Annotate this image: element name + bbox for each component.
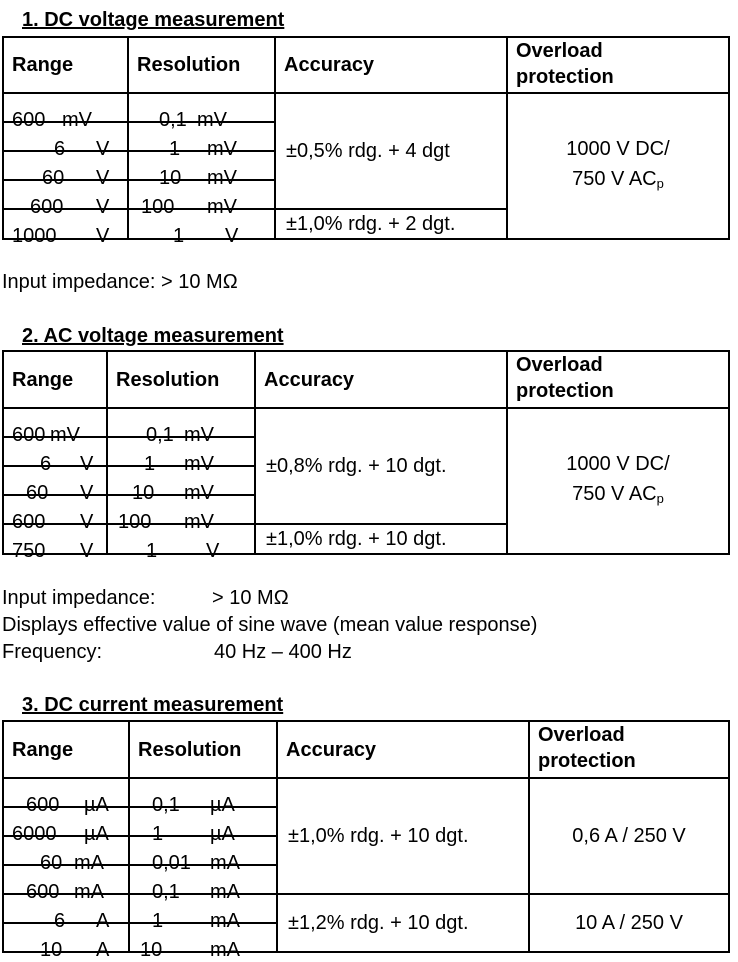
accuracy-cell: ±1,0% rdg. + 10 dgt. (277, 778, 529, 894)
resolution-value: 0,1 (152, 793, 180, 816)
input-impedance-note: Input impedance: > 10 MΩ (2, 271, 238, 293)
range-unit: V (96, 137, 110, 160)
range-value: 750 (12, 540, 46, 562)
resolution-value: 10 (140, 938, 163, 961)
accuracy-cell: ±0,8% rdg. + 10 dgt. (255, 408, 507, 524)
header-range: Range (3, 37, 128, 93)
resolution-unit: mV (207, 166, 237, 189)
note-value: 40 Hz – 400 Hz (214, 641, 352, 663)
range-unit: µA (84, 822, 109, 845)
effective-value-note: Displays effective value of sine wave (mean value response) (2, 614, 538, 636)
range-unit: V (80, 510, 94, 533)
overload-cell: 0,6 A / 250 V (529, 778, 729, 894)
dc-current-table (2, 720, 730, 961)
resolution-unit: mA (210, 909, 240, 932)
range-unit: V (80, 452, 94, 475)
table-row (3, 93, 729, 122)
range-value: 60 (26, 481, 49, 504)
range-unit: V (80, 540, 94, 562)
range-unit: V (96, 225, 110, 247)
range-value: 600 (12, 510, 46, 533)
range-unit: A (96, 909, 110, 932)
header-accuracy: Accuracy (255, 351, 507, 408)
range-value: 1000 (12, 225, 57, 247)
accuracy-cell: ±1,2% rdg. + 10 dgt. (277, 894, 529, 952)
header-resolution: Resolution (128, 37, 275, 93)
range-value: 60 (42, 166, 65, 189)
header-overload: Overload protection (507, 37, 729, 93)
range-value: 600 (26, 880, 60, 903)
note-label: Input impedance: (2, 587, 156, 609)
range-value: 10 (40, 938, 63, 961)
range-value: 600 (26, 793, 60, 816)
resolution-unit: V (206, 540, 220, 562)
range-value: 60 (40, 851, 63, 874)
table-row (3, 894, 729, 923)
resolution-value: 1 (146, 540, 158, 562)
resolution-unit: V (225, 225, 239, 247)
table-row (3, 408, 729, 437)
range-value: 6 (54, 909, 66, 932)
resolution-unit: mA (210, 880, 240, 903)
resolution-unit: mA (210, 938, 240, 961)
header-overload: Overload protection (529, 721, 729, 778)
range-unit: µA (84, 793, 109, 816)
range-unit: mA (74, 851, 104, 874)
note-value: > 10 MΩ (212, 587, 289, 609)
range-value: 6 (54, 137, 66, 160)
section-2-heading: 2. AC voltage measurement (22, 325, 284, 347)
header-accuracy: Accuracy (277, 721, 529, 778)
resolution-value: 100 (118, 510, 152, 533)
resolution-value: 1 (169, 137, 181, 160)
resolution-unit: mV (207, 137, 237, 160)
section-1-heading: 1. DC voltage measurement (22, 9, 285, 31)
accuracy-cell: ±0,5% rdg. + 4 dgt (275, 93, 507, 209)
dc-voltage-table (2, 36, 730, 247)
range-value: 6 (40, 452, 52, 475)
section-3-heading: 3. DC current measurement (22, 694, 284, 716)
resolution-value: 1 (144, 452, 156, 475)
range-unit: A (96, 938, 110, 961)
resolution-unit: mV (197, 108, 227, 131)
resolution-value: 0,1 (152, 880, 180, 903)
range-unit: mV (62, 108, 92, 131)
range-unit: V (96, 166, 110, 189)
resolution-value: 0,01 (152, 851, 191, 874)
accuracy-cell: ±1,0% rdg. + 10 dgt. (255, 524, 507, 554)
overload-cell: 1000 V DC/ 750 V $AC_p$ (507, 93, 729, 239)
resolution-unit: µA (210, 822, 235, 845)
resolution-unit: mA (210, 851, 240, 874)
header-resolution: Resolution (129, 721, 277, 778)
resolution-unit: µA (210, 793, 235, 816)
range-unit: mA (74, 880, 104, 903)
range-value: 600 (30, 195, 64, 218)
range-value: 600 (12, 108, 46, 131)
range-value: 600 (12, 423, 46, 446)
overload-cell: 1000 V DC/ 750 V $AC_p$ (507, 408, 729, 554)
accuracy-cell: ±1,0% rdg. + 2 dgt. (275, 209, 507, 239)
header-range: Range (3, 721, 129, 778)
resolution-value: 1 (173, 225, 185, 247)
header-range: Range (3, 351, 107, 408)
overload-cell: 10 A / 250 V (529, 894, 729, 952)
header-accuracy: Accuracy (275, 37, 507, 93)
resolution-unit: mV (184, 510, 214, 533)
resolution-value: 0,1 (159, 108, 187, 131)
resolution-value: 10 (159, 166, 182, 189)
resolution-unit: mV (184, 481, 214, 504)
header-resolution: Resolution (107, 351, 255, 408)
resolution-unit: mV (184, 423, 214, 446)
resolution-value: 0,1 (146, 423, 174, 446)
range-unit: V (80, 481, 94, 504)
header-overload: Overload protection (507, 351, 729, 408)
resolution-unit: mV (207, 195, 237, 218)
resolution-value: 1 (152, 909, 164, 932)
range-value: 6000 (12, 822, 57, 845)
resolution-value: 10 (132, 481, 155, 504)
resolution-unit: mV (184, 452, 214, 475)
table-row (3, 778, 729, 807)
range-unit: mV (50, 423, 80, 446)
note-label: Frequency: (2, 641, 103, 663)
range-unit: V (96, 195, 110, 218)
resolution-value: 100 (141, 195, 175, 218)
ac-voltage-table (2, 350, 730, 562)
resolution-value: 1 (152, 822, 164, 845)
